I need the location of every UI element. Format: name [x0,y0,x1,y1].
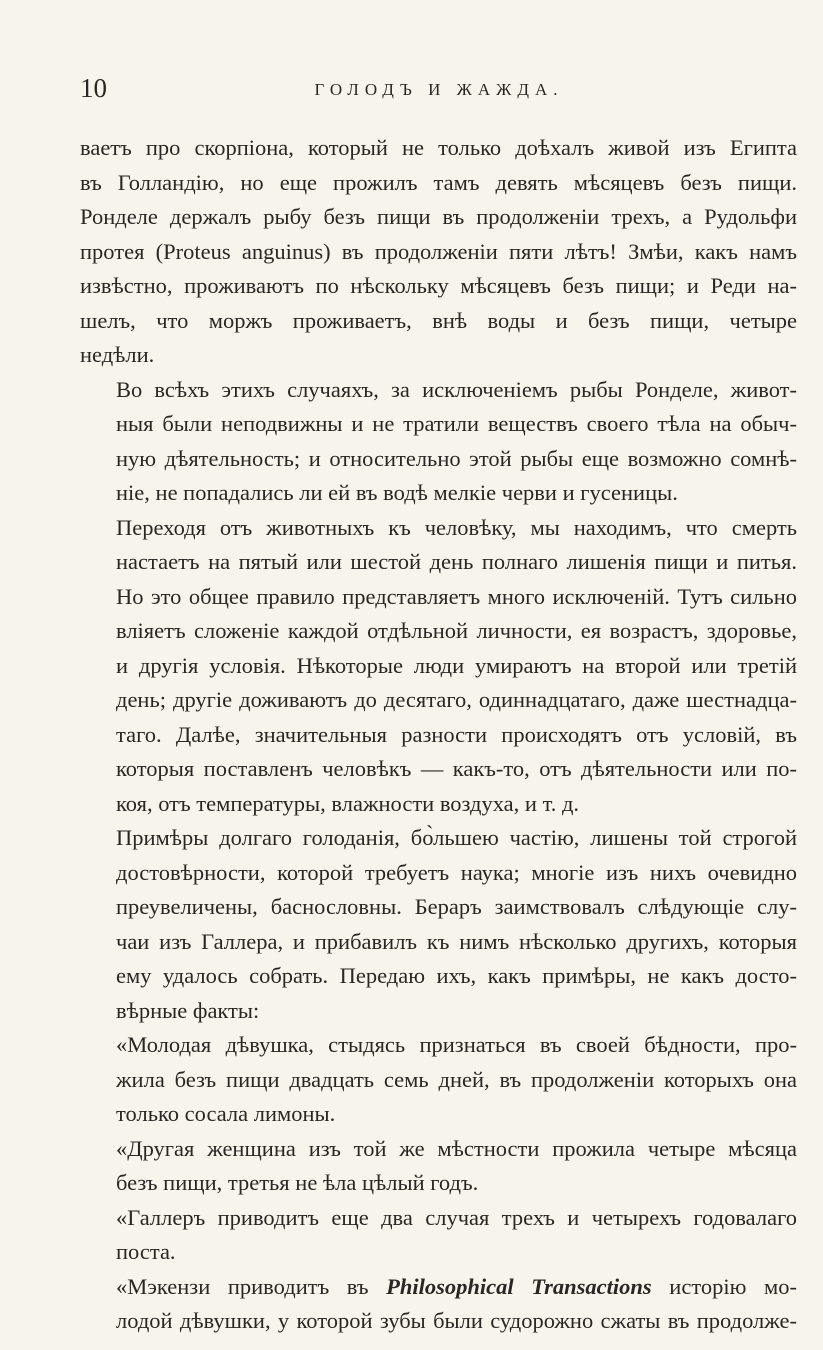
text-line: Во всѣхъ этихъ случаяхъ, за исключеніемъ рыбы Ронделе, живот- [116,376,797,402]
paragraph [80,131,797,373]
text-line: которыя поставленъ человѣкъ — какъ-то, отъ дѣятельности или по- [116,756,797,781]
text-line: жила безъ пищи двадцать семь дней, въ продолженіи которыхъ она [116,1066,797,1092]
text-line: «Галлеръ приводитъ еще два случая трехъ и четырехъ годовалаго [116,1204,797,1230]
text-line: Переходя отъ животныхъ къ человѣку, мы находимъ, что смерть [116,514,797,540]
paragraph [80,1201,797,1270]
text-line: только сосала лимоны. [116,1101,336,1126]
text-line: день; другіе доживаютъ до десятаго, одиннадцатаго, даже шестнадца- [116,687,797,712]
text-line: коя, отъ температуры, влажности воздуха, и т. д. [116,790,580,816]
text-line: въ Голландію, но еще прожилъ тамъ девять мѣсяцевъ безъ пищи. [80,169,797,195]
paragraph [80,511,797,822]
text-line: лодой дѣвушки, у которой зубы были судорожно сжаты въ продолже- [116,1308,797,1333]
text-line: поста. [116,1239,176,1264]
text-line: Но это общее правило представляетъ много исключеній. Тутъ сильно [116,583,797,609]
running-title: ГОЛОДЪ И ЖАЖДА. [314,80,564,99]
text-line: безъ пищи, третья не ѣла цѣлый годъ. [116,1170,479,1195]
page-header [80,72,798,106]
text-line: извѣстно, проживаютъ по нѣскольку мѣсяцевъ безъ пищи; и Реди на- [80,273,797,298]
text-line: ніе, не попадались ли ей въ водѣ мелкіе черви и гусеницы. [116,480,678,505]
text-line: шелъ, что моржъ проживаетъ, внѣ воды и безъ пищи, четыре [80,307,797,333]
text-line: протея (Proteus anguinus) въ продолженіи пяти лѣтъ! Змѣи, какъ намъ [80,238,797,264]
paragraph [80,1028,797,1132]
text-line: ную дѣятельность; и относительно этой рыбы еще возможно сомнѣ- [116,445,797,471]
text-line: ваетъ про скорпіона, который не только доѣхалъ живой изъ Египта [80,135,797,160]
text-line: недѣли. [80,342,155,367]
text-line: ему удалось собрать. Передаю ихъ, какъ примѣры, не какъ досто- [116,963,797,988]
paragraph [80,1132,797,1201]
text-line: вѣрные факты: [116,997,260,1023]
text-line: преувеличены, баснословны. Бераръ заимствовалъ слѣдующіе слу- [116,894,797,919]
paragraph [80,821,797,1028]
page-number: 10 [80,73,107,103]
journal-title: Philosophical Transactions [386,1273,652,1299]
body-text [80,131,797,1339]
text-line: «Молодая дѣвушка, стыдясь признаться въ своей бѣдности, про- [116,1032,797,1057]
text-line: таго. Далѣе, значительныя разности происходятъ отъ условій, въ [116,721,797,747]
text-line: вліяетъ сложеніе каждой отдѣльной личности, ея возрастъ, здоровье, [116,618,797,643]
text-fragment: исторію мо- [651,1273,797,1299]
text-line: достовѣрности, которой требуетъ наука; многіе изъ нихъ очевидно [116,859,797,885]
text-line: чаи изъ Галлера, и прибавилъ къ нимъ нѣсколько другихъ, которыя [116,928,797,954]
text-line: «Другая женщина изъ той же мѣстности прожила четыре мѣсяца [116,1135,797,1161]
text-line-with-title [80,1270,797,1305]
text-line: Примѣры долгаго голоданія, бо̀льшею частію, лишены той строгой [116,825,797,850]
text-line: настаетъ на пятый или шестой день полнаго лишенія пищи и питья. [116,549,797,574]
paragraph [80,1270,797,1339]
text-fragment: «Мэкензи приводитъ въ [116,1273,387,1299]
text-line: Ронделе держалъ рыбу безъ пищи въ продолженіи трехъ, а Рудольфи [80,204,797,229]
paragraph [80,373,797,511]
text-line: и другія условія. Нѣкоторые люди умираютъ на второй или третій [116,652,797,678]
text-line: ныя были неподвижны и не тратили веществъ своего тѣла на обыч- [116,411,797,436]
